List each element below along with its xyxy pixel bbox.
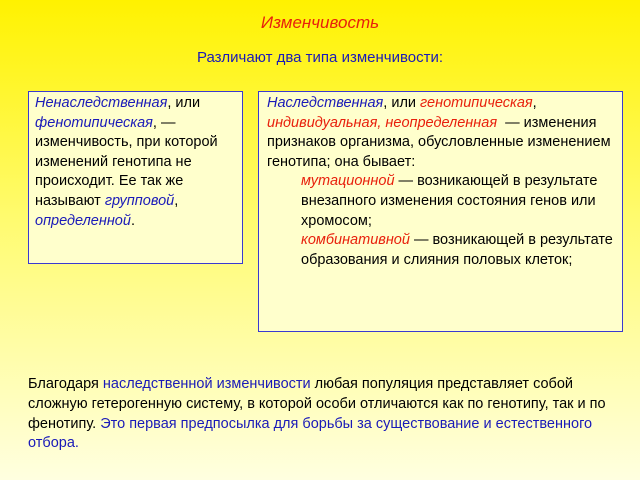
left-text-3: , <box>174 192 179 209</box>
term-individual-indefinite: индивидуальная, неопределенная <box>267 114 498 131</box>
subtitle: Различают два типа изменчивости: <box>196 49 444 66</box>
right-text-1: , или <box>383 95 417 111</box>
term-non-hereditary: Ненаследственная <box>35 95 168 111</box>
right-text-3: — изменения признаков организма, обусловленные изменением генотипа; она бывает: <box>267 114 611 170</box>
term-phenotypic: фенотипическая <box>35 114 153 131</box>
list-item-combinative <box>267 231 614 270</box>
term-group: групповой <box>104 192 175 209</box>
conclusion-highlight: Это первая предпосылка для борьбы за существование и естественного отбора. <box>28 415 593 452</box>
term-definite: определенной <box>35 212 131 229</box>
hereditary-definition <box>267 94 614 172</box>
non-hereditary-variability-box <box>28 91 243 264</box>
page-title: Изменчивость <box>260 13 380 32</box>
hereditary-variability-box <box>258 91 623 332</box>
left-text-1: , или <box>167 95 201 111</box>
combinative-description: — возникающей в результате образования и слияния половых клеток; <box>301 232 613 268</box>
left-text-4: . <box>130 212 135 229</box>
term-genotypic: генотипическая <box>420 95 533 111</box>
conclusion-text-2: любая популяция представляет собой сложную гетерогенную систему, в которой особи отличаются как по генотипу, так и по фенотипу. <box>28 376 606 432</box>
conclusion-paragraph <box>28 375 618 454</box>
right-text-2: , <box>532 95 537 111</box>
term-hereditary: Наследственная <box>267 95 384 111</box>
conclusion-text-1: Благодаря <box>28 376 99 392</box>
term-mutational: мутационной <box>301 173 395 190</box>
term-hereditary-variability: наследственной изменчивости <box>102 376 311 392</box>
mutational-description: — возникающей в результате внезапного изменения состояния генов или хромосом; <box>301 173 598 229</box>
left-text-2: , — изменчивость, при которой изменений генотипа не происходит. Ее так же называют <box>35 114 218 209</box>
list-item-mutational <box>267 172 614 231</box>
term-combinative: комбинативной <box>301 232 410 249</box>
